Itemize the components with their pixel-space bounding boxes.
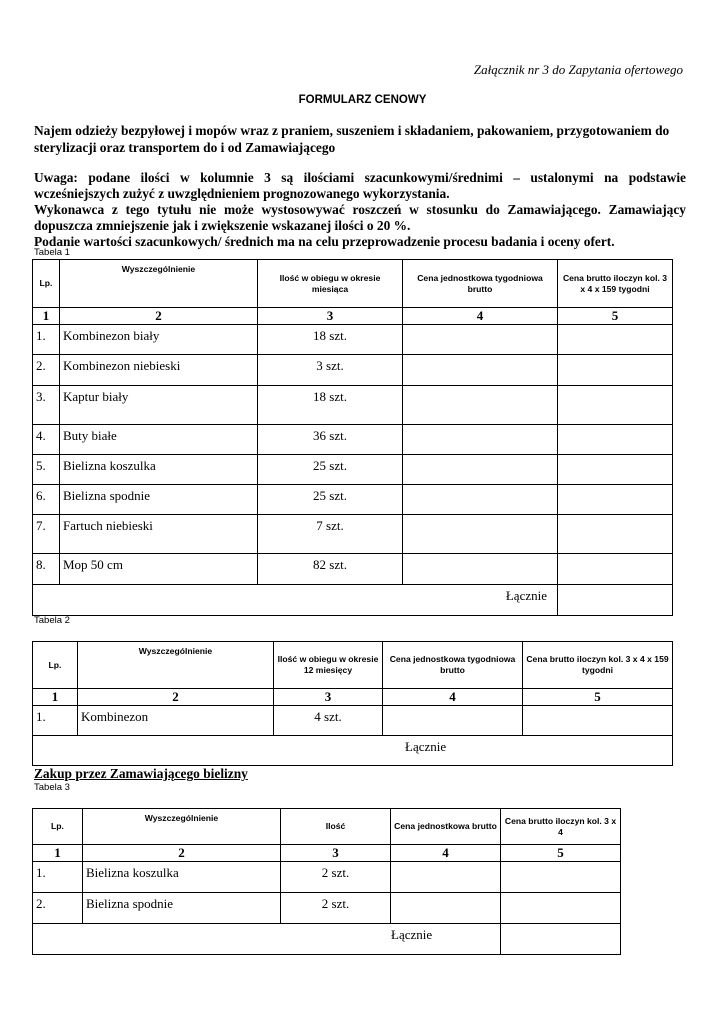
table2-col-number: 4 [383,689,523,706]
row-lp: 1. [33,706,78,736]
table3-col-number: 3 [281,845,391,862]
row-quantity: 2 szt. [281,862,391,893]
row-quantity: 82 szt. [258,554,403,585]
table-row [33,425,673,455]
table1-header-item: Wyszczególnienie [60,260,258,308]
unit-price-cell[interactable] [403,325,558,355]
row-quantity: 25 szt. [258,455,403,485]
annex-reference: Załącznik nr 3 do Zapytania ofertowego [473,62,683,77]
table3-col-number: 4 [391,845,501,862]
table1-col-number: 5 [558,308,673,325]
row-item-name: Mop 50 cm [60,554,258,585]
row-lp: 6. [33,485,60,515]
table3-number-row [33,845,621,862]
unit-price-cell[interactable] [383,706,523,736]
row-item-name: Buty białe [60,425,258,455]
gross-price-cell[interactable] [558,325,673,355]
row-quantity: 7 szt. [258,515,403,554]
table2 [32,641,673,766]
table-row [33,455,673,485]
row-lp: 7. [33,515,60,554]
note-claims: Wykonawca z tego tytułu nie może wystosowywać roszczeń w stosunku do Zamawiającego. Zamawiający dopuszcza zmniejszenie jak i zwiększenie wskazanej ilości o 20 %. [34,202,686,233]
gross-price-cell[interactable] [501,862,621,893]
gross-price-cell[interactable] [558,515,673,554]
row-lp: 1. [33,862,83,893]
row-quantity: 2 szt. [281,893,391,924]
row-item-name: Kombinezon biały [60,325,258,355]
total-label: Łącznie [33,585,558,616]
table2-header-unit-price: Cena jednostkowa tygodniowa brutto [383,642,523,689]
note-purpose: Podanie wartości szacunkowych/ średnich ma na celu przeprowadzenie procesu badania i oceny ofert. [34,234,615,249]
table2-header-item: Wyszczególnienie [78,642,274,689]
row-item-name: Kaptur biały [60,386,258,425]
table2-header-lp: Lp. [33,642,78,689]
table2-total-row [33,736,673,766]
table-row [33,485,673,515]
table3-header-item: Wyszczególnienie [83,809,281,845]
table2-col-number: 2 [78,689,274,706]
row-quantity: 4 szt. [274,706,383,736]
table-row [33,355,673,386]
table1-label: Tabela 1 [34,247,70,258]
unit-price-cell[interactable] [403,554,558,585]
gross-price-cell[interactable] [558,455,673,485]
row-quantity: 18 szt. [258,386,403,425]
row-lp: 4. [33,425,60,455]
row-item-name: Bielizna spodnie [83,893,281,924]
table-row [33,554,673,585]
unit-price-cell[interactable] [391,893,501,924]
table1-total-row [33,585,673,616]
gross-price-cell[interactable] [558,485,673,515]
table-row [33,706,673,736]
table1 [32,259,673,616]
row-lp: 2. [33,893,83,924]
gross-price-cell[interactable] [558,554,673,585]
row-lp: 3. [33,386,60,425]
total-value-cell[interactable] [558,585,673,616]
table-row [33,515,673,554]
total-label: Łącznie [33,736,673,766]
table1-header-unit-price: Cena jednostkowa tygodniowa brutto [403,260,558,308]
table1-header-row [33,260,673,308]
row-lp: 2. [33,355,60,386]
table3-header-lp: Lp. [33,809,83,845]
unit-price-cell[interactable] [403,455,558,485]
row-item-name: Fartuch niebieski [60,515,258,554]
table2-header-qty: Ilość w obiegu w okresie 12 miesięcy [274,642,383,689]
gross-price-cell[interactable] [558,355,673,386]
table3-col-number: 2 [83,845,281,862]
table3-total-row [33,924,621,955]
table3-col-number: 1 [33,845,83,862]
table-row [33,325,673,355]
row-quantity: 25 szt. [258,485,403,515]
table3 [32,808,621,955]
table2-col-number: 3 [274,689,383,706]
table1-col-number: 2 [60,308,258,325]
table2-col-number: 5 [523,689,673,706]
gross-price-cell[interactable] [523,706,673,736]
table2-number-row [33,689,673,706]
table1-header-qty: Ilość w obiegu w okresie miesiąca [258,260,403,308]
procurement-subject: Najem odzieży bezpyłowej i mopów wraz z praniem, suszeniem i składaniem, pakowaniem, przygotowaniem do sterylizacji oraz transportem do i od Zamawiającego [34,123,670,155]
section-underwear-purchase-title: Zakup przez Zamawiającego bielizny [34,766,248,781]
table3-header-gross-price: Cena brutto iloczyn kol. 3 x 4 [501,809,621,845]
table1-col-number: 4 [403,308,558,325]
row-item-name: Bielizna koszulka [60,455,258,485]
gross-price-cell[interactable] [558,386,673,425]
unit-price-cell[interactable] [403,515,558,554]
row-quantity: 18 szt. [258,325,403,355]
table1-col-number: 3 [258,308,403,325]
total-label: Łącznie [33,924,501,955]
table3-label: Tabela 3 [34,782,70,793]
table1-header-lp: Lp. [33,260,60,308]
table3-header-qty: Ilość [281,809,391,845]
table1-header-gross-price: Cena brutto iloczyn kol. 3 x 4 x 159 tygodni [558,260,673,308]
table-row [33,386,673,425]
table1-number-row [33,308,673,325]
table3-col-number: 5 [501,845,621,862]
notes-block [34,170,686,250]
table1-col-number: 1 [33,308,60,325]
unit-price-cell[interactable] [403,386,558,425]
row-lp: 1. [33,325,60,355]
gross-price-cell[interactable] [501,893,621,924]
table-row [33,893,621,924]
table-row [33,862,621,893]
unit-price-cell[interactable] [403,355,558,386]
total-value-cell[interactable] [501,924,621,955]
table3-header-row [33,809,621,845]
form-title: FORMULARZ CENOWY [298,94,427,106]
unit-price-cell[interactable] [403,485,558,515]
table2-header-gross-price: Cena brutto iloczyn kol. 3 x 4 x 159 tygodni [523,642,673,689]
table3-header-unit-price: Cena jednostkowa brutto [391,809,501,845]
unit-price-cell[interactable] [391,862,501,893]
row-item-name: Kombinezon [78,706,274,736]
row-item-name: Bielizna koszulka [83,862,281,893]
row-item-name: Kombinezon niebieski [60,355,258,386]
row-lp: 5. [33,455,60,485]
row-quantity: 36 szt. [258,425,403,455]
unit-price-cell[interactable] [403,425,558,455]
row-item-name: Bielizna spodnie [60,485,258,515]
table2-header-row [33,642,673,689]
row-lp: 8. [33,554,60,585]
table2-label: Tabela 2 [34,615,70,626]
table2-col-number: 1 [33,689,78,706]
row-quantity: 3 szt. [258,355,403,386]
gross-price-cell[interactable] [558,425,673,455]
note-estimates: Uwaga: podane ilości w kolumnie 3 są ilościami szacunkowymi/średnimi – ustalonymi na podstawie wcześniejszych zużyć z uwzględnieniem prognozowanego wykorzystania. [34,170,686,201]
